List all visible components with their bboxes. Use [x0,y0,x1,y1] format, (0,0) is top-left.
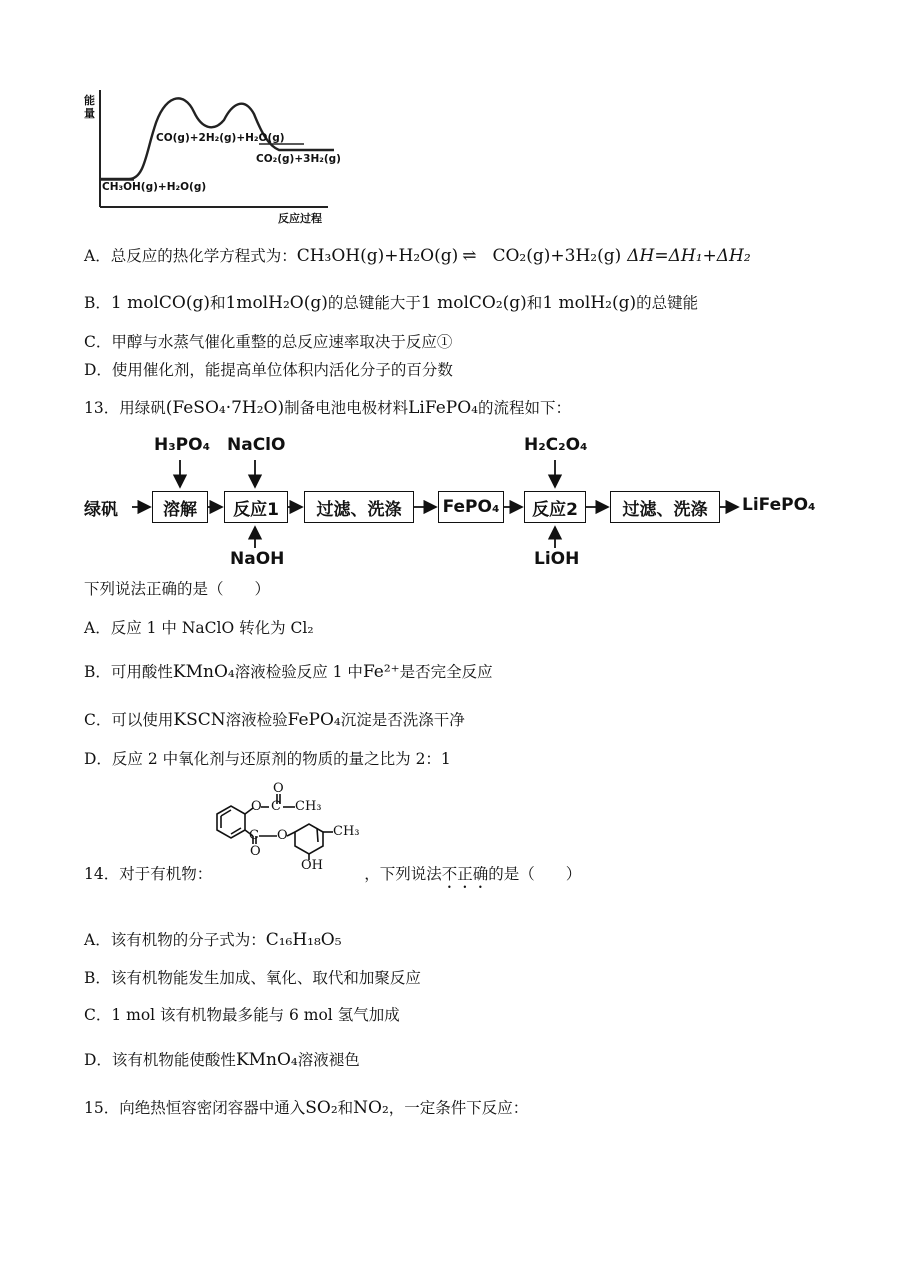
flow-box-reaction2: 反应2 [524,491,586,523]
q14-option-d: D．该有机物能使酸性KMnO₄溶液褪色 [84,1050,360,1070]
mol-group-oh: OH [301,858,323,873]
q14-option-b: B．该有机物能发生加成、氧化、取代和加聚反应 [84,969,421,987]
flow-box-dissolve: 溶解 [152,491,208,523]
mol-atom-c1: C [271,799,281,814]
reagent-h2c2o4: H₂C₂O₄ [524,435,588,455]
process-flowchart [84,430,824,575]
flow-box-filter1: 过滤、洗涤 [304,491,414,523]
reagent-h3po4: H₃PO₄ [154,435,211,455]
flow-box-fepo4: FePO₄ [438,491,504,523]
q14-stem: 14．对于有机物： ，下列说法不正确的是（ ） [84,865,582,883]
y-axis-label: 能 量 [84,94,95,120]
q13-question: 下列说法正确的是（ ） [84,580,271,598]
reagent-naclo: NaClO [227,435,286,455]
mol-atom-o3: O [250,844,261,859]
state-intermediate: CO(g)+2H₂(g)+H₂O(g) [156,132,285,144]
q14-option-c: C．1 mol 该有机物最多能与 6 mol 氢气加成 [84,1006,400,1024]
q13-stem: 13．用绿矾(FeSO₄·7H₂O)制备电池电极材料LiFePO₄的流程如下： [84,398,571,418]
x-axis-label: 反应过程 [278,212,322,225]
q15-stem: 15．向绝热恒容密闭容器中通入SO₂和NO₂，一定条件下反应： [84,1098,529,1118]
q12-option-a: A．总反应的热化学方程式为：CH₃OH(g)+H₂O(g) ⇌ CO₂(g)+3H₂(g) ΔH=ΔH₁+ΔH₂ [84,246,751,266]
mol-atom-o2: O [273,781,284,796]
reagent-naoh: NaOH [230,549,285,569]
mol-group-ch3-ring: CH₃ [333,824,360,839]
state-initial: CH₃OH(g)+H₂O(g) [102,181,207,193]
state-final: CO₂(g)+3H₂(g) [256,153,341,165]
flow-start-label: 绿矾 [84,500,118,520]
flow-box-reaction1: 反应1 [224,491,288,523]
reagent-lioh: LiOH [534,549,580,569]
mol-atom-o1: O [251,799,262,814]
q12-option-c: C．甲醇与水蒸气催化重整的总反应速率取决于反应① [84,333,453,351]
flow-end-label: LiFePO₄ [742,495,816,515]
q13-option-c: C．可以使用KSCN溶液检验FePO₄沉淀是否洗涤干净 [84,710,465,730]
mol-atom-o4: O [277,828,288,843]
mol-group-ch3-acetyl: CH₃ [295,799,322,814]
q12-option-d: D．使用催化剂，能提高单位体积内活化分子的百分数 [84,361,453,379]
mol-atom-c2: C [249,828,259,843]
q13-option-a: A．反应 1 中 NaClO 转化为 Cl₂ [84,619,314,637]
flow-box-filter2: 过滤、洗涤 [610,491,720,523]
q13-option-d: D．反应 2 中氧化剂与还原剂的物质的量之比为 2：1 [84,750,451,768]
q12-option-b: B．1 molCO(g)和1molH₂O(g)的总键能大于1 molCO₂(g)和1 molH₂(g)的总键能 [84,293,699,313]
q13-option-b: B．可用酸性KMnO₄溶液检验反应 1 中Fe²⁺是否完全反应 [84,662,493,682]
energy-diagram [84,84,344,224]
q14-option-a: A．该有机物的分子式为：C₁₆H₁₈O₅ [84,930,342,950]
